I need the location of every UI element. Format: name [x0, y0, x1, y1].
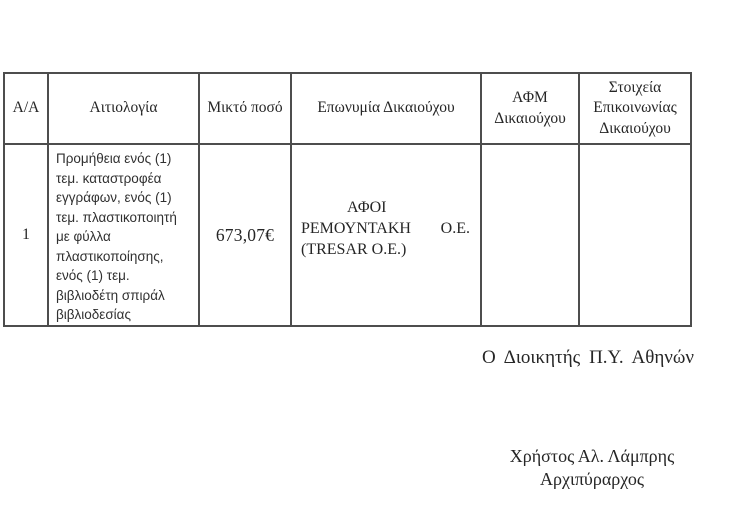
column-header-justification: Αιτιολογία — [48, 73, 199, 144]
column-header-beneficiary-contact: Στοιχεία Επικοινωνίας Δικαιούχου — [579, 73, 691, 144]
signatory-rank: Αρχιπύραρχος — [540, 468, 644, 489]
table-header-row — [4, 73, 691, 144]
table-row — [4, 144, 691, 326]
cell-beneficiary-name — [291, 144, 481, 326]
cell-gross-amount: 673,07€ — [199, 144, 291, 326]
cell-beneficiary-contact — [579, 144, 691, 326]
column-header-beneficiary-name: Επωνυμία Δικαιούχου — [291, 73, 481, 144]
column-header-serial-number: Α/Α — [4, 73, 48, 144]
cell-serial-number: 1 — [4, 144, 48, 326]
signature-block — [477, 445, 707, 490]
expenses-table — [3, 72, 692, 327]
cell-justification: Προμήθεια ενός (1) τεμ. καταστροφέα εγγράφων, ενός (1) τεμ. πλαστικοποιητή με φύλλα πλαστικοποίησης, ενός (1) τεμ. βιβλιοδέτη σπιράλ βιβλιοδεσίας — [48, 144, 199, 326]
cell-beneficiary-vat — [481, 144, 579, 326]
beneficiary-name-text: ΑΦΟΙ ΡΕΜΟΥΝΤΑΚΗ Ο.Ε. (TRESAR Ο.Ε.) — [301, 198, 470, 258]
column-header-beneficiary-vat: ΑΦΜ Δικαιούχου — [481, 73, 579, 144]
signatory-name: Χρήστος Αλ. Λάμπρης — [509, 446, 675, 466]
commander-title: Ο Διοικητής Π.Υ. Αθηνών — [482, 347, 694, 368]
column-header-gross-amount: Μικτό ποσό — [199, 73, 291, 144]
